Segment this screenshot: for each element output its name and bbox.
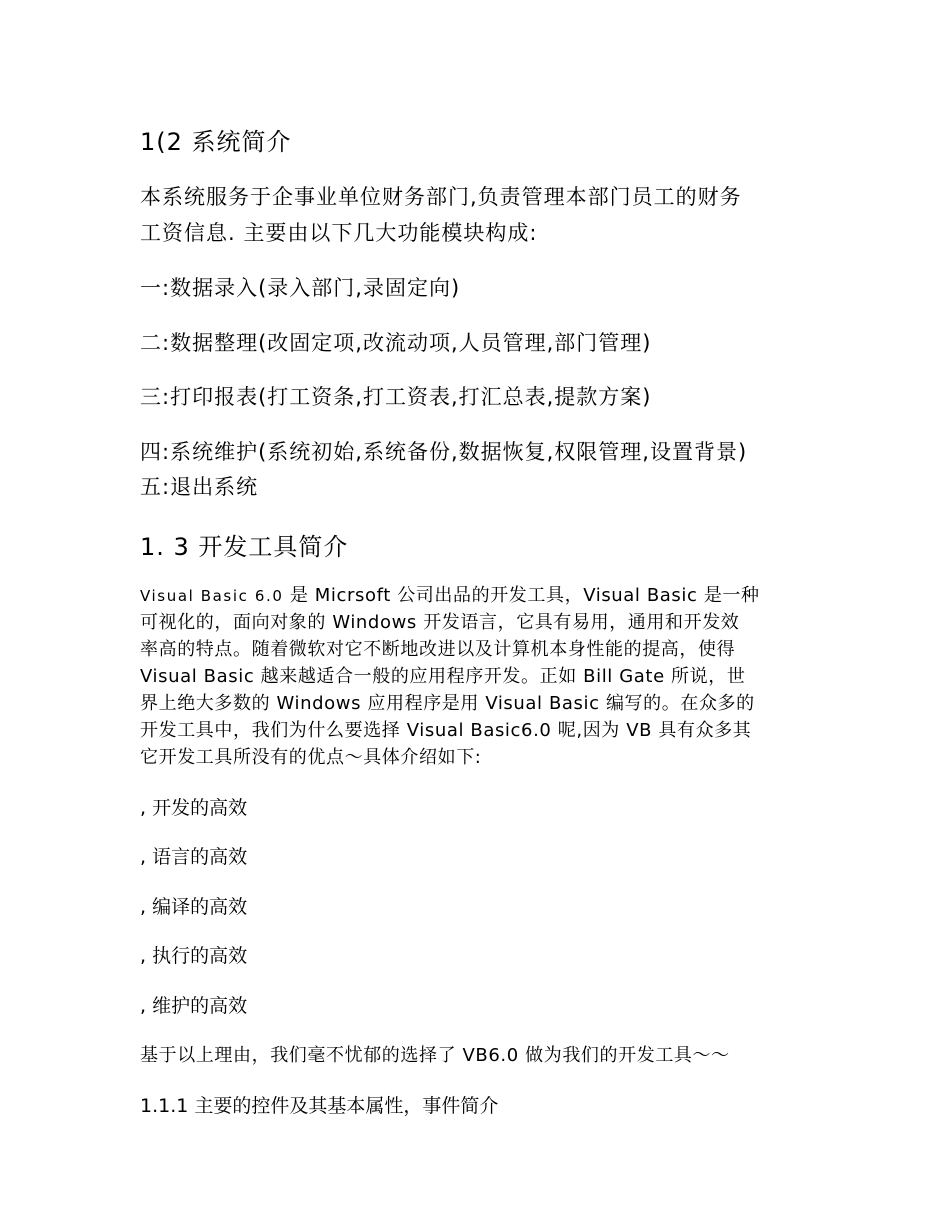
module-item-3: 三:打印报表(打工资条,打工资表,打汇总表,提款方案) <box>140 385 652 409</box>
intro-paragraph-line-1: 本系统服务于企事业单位财务部门,负责管理本部门员工的财务 <box>140 185 742 209</box>
vb-paragraph-line-4: Visual Basic 越来越适合一般的应用程序开发。正如 Bill Gate 所说，世 <box>140 666 746 687</box>
module-item-5: 五:退出系统 <box>140 475 259 499</box>
module-item-1: 一:数据录入(录入部门,录固定向) <box>140 276 461 300</box>
vb-version-text: Visual Basic 6.0 <box>140 587 290 605</box>
vb-paragraph-line-1 <box>140 581 760 607</box>
advantage-item-4: , 执行的高效 <box>140 945 248 967</box>
module-item-4: 四:系统维护(系统初始,系统备份,数据恢复,权限管理,设置背景) <box>140 440 748 464</box>
advantage-item-2: , 语言的高效 <box>140 846 248 868</box>
vb-paragraph-line-6: 开发工具中，我们为什么要选择 Visual Basic6.0 呢,因为 VB 具有众多其 <box>140 720 752 741</box>
conclusion-text: 基于以上理由，我们毫不忧郁的选择了 VB6.0 做为我们的开发工具～～ <box>140 1045 730 1066</box>
subsection-heading-1-1-1: 1.1.1 主要的控件及其基本属性，事件简介 <box>140 1095 499 1117</box>
vb-paragraph-line-1-text: 是 Micrsoft 公司出品的开发工具，Visual Basic 是一种 <box>289 585 760 606</box>
advantage-item-1: , 开发的高效 <box>140 797 248 819</box>
section-heading-1-2: 1(2 系统简介 <box>140 128 292 156</box>
vb-paragraph-line-2: 可视化的，面向对象的 Windows 开发语言，它具有易用，通用和开发效 <box>140 612 740 633</box>
advantage-item-3: , 编译的高效 <box>140 896 248 918</box>
section-heading-1-3: 1. 3 开发工具简介 <box>140 533 349 561</box>
vb-paragraph-line-3: 率高的特点。随着微软对它不断地改进以及计算机本身性能的提高，使得 <box>140 639 736 660</box>
vb-paragraph-line-5: 界上绝大多数的 Windows 应用程序是用 Visual Basic 编写的。在众多的 <box>140 693 755 714</box>
advantage-item-5: , 维护的高效 <box>140 995 248 1017</box>
module-item-2: 二:数据整理(改固定项,改流动项,人员管理,部门管理) <box>140 331 652 355</box>
intro-paragraph-line-2: 工资信息. 主要由以下几大功能模块构成: <box>140 221 538 245</box>
vb-paragraph-line-7: 它开发工具所没有的优点～具体介绍如下: <box>140 747 482 768</box>
